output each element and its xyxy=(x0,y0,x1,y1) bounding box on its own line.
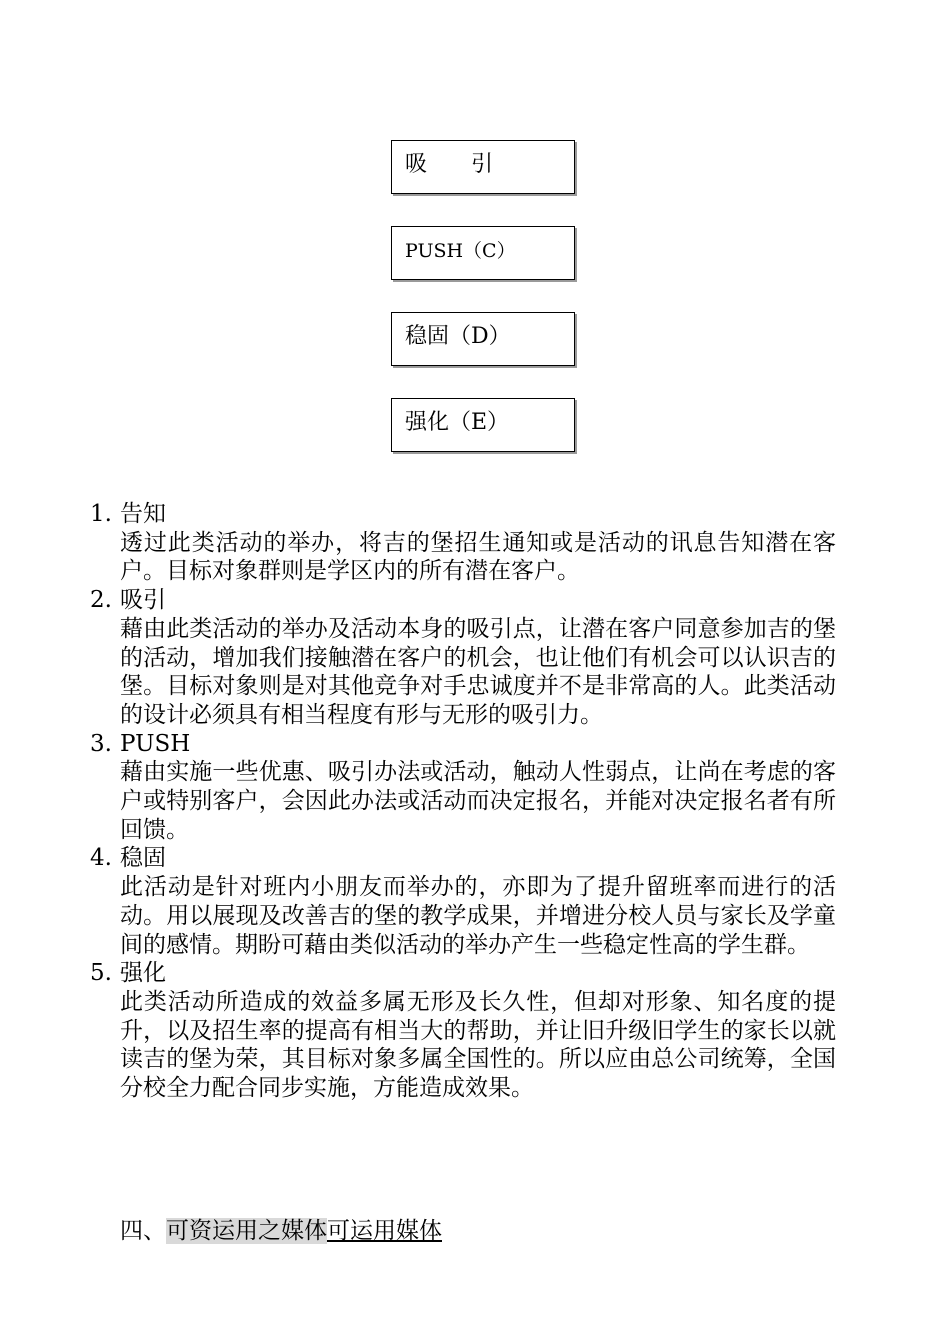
flow-box-label: 吸 引 xyxy=(405,152,494,177)
list-item xyxy=(90,959,850,1103)
list-item-number: 3. xyxy=(90,730,112,757)
list-item-number: 5. xyxy=(90,960,112,987)
list-item-number: 4. xyxy=(90,845,112,872)
section-heading xyxy=(120,1216,442,1246)
list-item xyxy=(90,500,850,586)
flow-box-label: PUSH（C） xyxy=(405,240,516,262)
flow-box-strengthen xyxy=(391,398,575,452)
flow-box-attract xyxy=(391,140,575,194)
flow-box-push xyxy=(391,226,575,280)
list-item-title-text: 吸引 xyxy=(120,587,166,614)
list-item-title-text: 强化 xyxy=(120,960,166,987)
list-item-body: 藉由此类活动的举办及活动本身的吸引点，让潜在客户同意参加吉的堡的活动，增加我们接触潜在客户的机会，也让他们有机会可以认识吉的堡。目标对象则是对其他竞争对手忠诚度并不是非常高的人。此类活动的设计必须具有相当程度有形与无形的吸引力。 xyxy=(120,615,836,728)
tracked-insertion-text: 可运用媒体 xyxy=(327,1218,442,1244)
section-prefix: 四、 xyxy=(120,1218,166,1244)
list-item-body: 藉由实施一些优惠、吸引办法或活动，触动人性弱点，让尚在考虑的客户或特别客户，会因此办法或活动而决定报名，并能对决定报名者有所回馈。 xyxy=(120,759,836,843)
list-item-body: 此类活动所造成的效益多属无形及长久性，但却对形象、知名度的提升，以及招生率的提高有相当大的帮助，并让旧升级旧学生的家长以就读吉的堡为荣，其目标对象多属全国性的。所以应由总公司统筹，全国分校全力配合同步实施，方能造成效果。 xyxy=(120,988,836,1102)
flow-box-label: 稳固（D） xyxy=(405,324,511,349)
numbered-list xyxy=(90,500,850,1103)
list-item xyxy=(90,844,850,959)
list-item xyxy=(90,730,850,845)
list-item-body: 透过此类活动的举办，将吉的堡招生通知或是活动的讯息告知潜在客户。目标对象群则是学区内的所有潜在客户。 xyxy=(120,529,836,585)
list-item-body: 此活动是针对班内小朋友而举办的，亦即为了提升留班率而进行的活动。用以展现及改善吉的堡的教学成果，并增进分校人员与家长及学童间的感情。期盼可藉由类似活动的举办产生一些稳定性高的学生群。 xyxy=(120,874,836,958)
list-item-title-text: PUSH xyxy=(120,730,191,757)
list-item-title-text: 稳固 xyxy=(120,845,166,872)
list-item xyxy=(90,586,850,730)
list-item-number: 2. xyxy=(90,587,112,614)
tracked-deletion-text: 可资运用之媒体 xyxy=(166,1218,327,1244)
list-item-title xyxy=(90,730,850,759)
list-item-title-text: 告知 xyxy=(120,501,166,527)
list-item-title xyxy=(90,586,850,615)
list-item-title xyxy=(90,500,850,529)
list-item-title xyxy=(90,844,850,873)
list-item-title xyxy=(90,959,850,988)
flow-box-stabilize xyxy=(391,312,575,366)
flow-box-label: 强化（E） xyxy=(405,410,510,435)
list-item-number: 1. xyxy=(90,501,112,527)
